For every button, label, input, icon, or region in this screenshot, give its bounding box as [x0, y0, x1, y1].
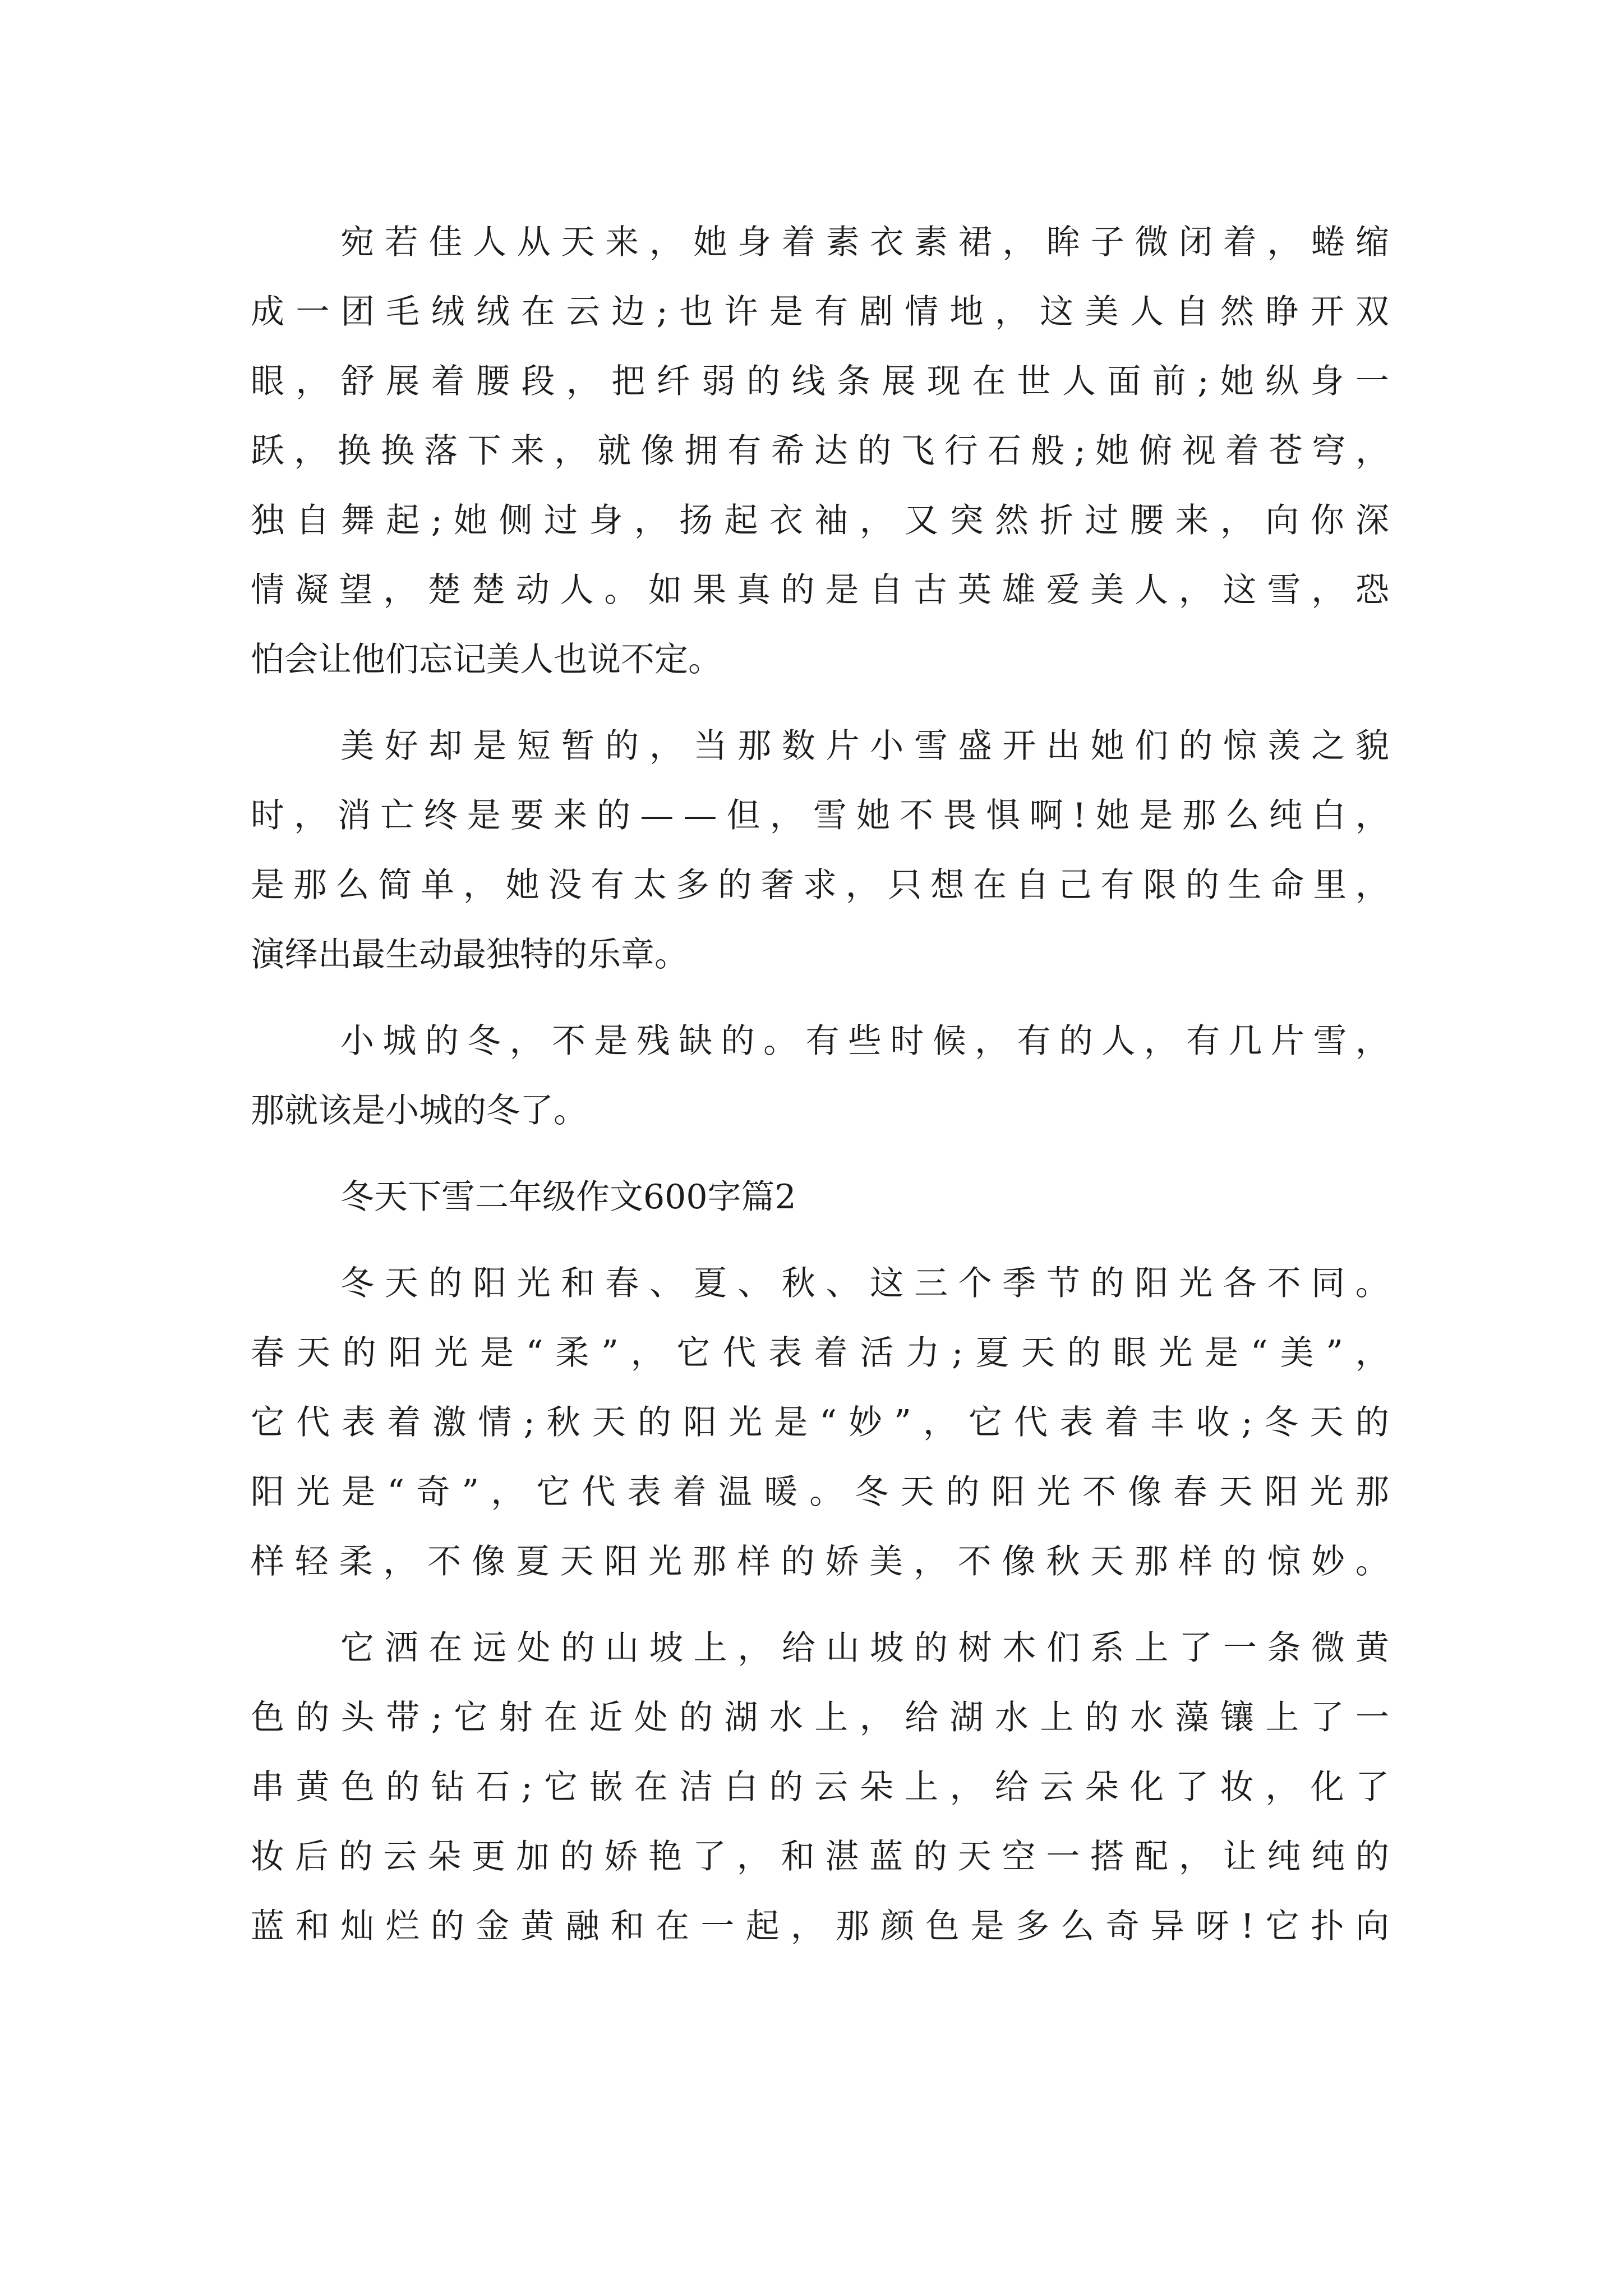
- text-line: 阳 光 是 “ 奇 ” ， 它 代 表 着 温 暖 。 冬 天 的 阳 光 不 像 春 天 阳 光 那: [251, 1473, 1389, 1512]
- text-line: 样 轻 柔 ， 不 像 夏 天 阳 光 那 样 的 娇 美 ， 不 像 秋 天 那 样 的 惊 妙 。: [251, 1542, 1389, 1581]
- text-line: 情 凝 望 ， 楚 楚 动 人 。 如 果 真 的 是 自 古 英 雄 爱 美 人 ， 这 雪 ， 恐: [251, 570, 1389, 610]
- paragraph: [251, 1613, 1389, 1961]
- text-line: 跃 ， 换 换 落 下 来 ， 就 像 拥 有 希 达 的 飞 行 石 般 ; 她 俯 视 着 苍 穹 ，: [251, 431, 1389, 471]
- paragraph: [251, 208, 1389, 694]
- text-line: 小 城 的 冬 ， 不 是 残 缺 的 。 有 些 时 候 ， 有 的 人 ， 有 几 片 雪 ，: [340, 1022, 1389, 1061]
- text-line: 眼 ， 舒 展 着 腰 段 ， 把 纤 弱 的 线 条 展 现 在 世 人 面 前 ; 她 纵 身 一: [251, 362, 1389, 401]
- text-line: 那就该是小城的冬了。: [251, 1091, 587, 1130]
- text-line: 独 自 舞 起 ; 她 侧 过 身 ， 扬 起 衣 袖 ， 又 突 然 折 过 腰 来 ， 向 你 深: [251, 501, 1389, 540]
- text-line: 怕会让他们忘记美人也说不定。: [251, 640, 722, 679]
- text-line: 是 那 么 简 单 ， 她 没 有 太 多 的 奢 求 ， 只 想 在 自 己 有 限 的 生 命 里 ，: [251, 866, 1389, 905]
- text-line: 它 代 表 着 激 情 ; 秋 天 的 阳 光 是 “ 妙 ” ， 它 代 表 着 丰 收 ; 冬 天 的: [251, 1403, 1389, 1442]
- text-line: 演绎出最生动最独特的乐章。: [251, 935, 688, 974]
- text-line: 宛 若 佳 人 从 天 来 ， 她 身 着 素 衣 素 裙 ， 眸 子 微 闭 着 ， 蜷 缩: [340, 223, 1389, 262]
- text-line: 妆 后 的 云 朵 更 加 的 娇 艳 了 ， 和 湛 蓝 的 天 空 一 搭 配 ， 让 纯 纯 的: [251, 1837, 1389, 1876]
- section-heading: 冬天下雪二年级作文600字篇2: [340, 1177, 796, 1217]
- text-line: 色 的 头 带 ; 它 射 在 近 处 的 湖 水 上 ， 给 湖 水 上 的 水 藻 镶 上 了 一: [251, 1698, 1389, 1737]
- text-line: 时 ， 消 亡 终 是 要 来 的 — — 但 ， 雪 她 不 畏 惧 啊 ! 她 是 那 么 纯 白 ，: [251, 796, 1389, 835]
- paragraph: [251, 1249, 1389, 1596]
- paragraph: [251, 711, 1389, 990]
- text-line: 成 一 团 毛 绒 绒 在 云 边 ; 也 许 是 有 剧 情 地 ， 这 美 人 自 然 睁 开 双: [251, 292, 1389, 332]
- document-body: [251, 208, 1389, 1961]
- text-line: 蓝 和 灿 烂 的 金 黄 融 和 在 一 起 ， 那 颜 色 是 多 么 奇 异 呀 ! 它 扑 向: [251, 1907, 1389, 1946]
- text-line: 串 黄 色 的 钻 石 ; 它 嵌 在 洁 白 的 云 朵 上 ， 给 云 朵 化 了 妆 ， 化 了: [251, 1768, 1389, 1807]
- text-line: 冬 天 的 阳 光 和 春 、 夏 、 秋 、 这 三 个 季 节 的 阳 光 各 不 同 。: [340, 1264, 1389, 1303]
- text-line: 春 天 的 阳 光 是 “ 柔 ” ， 它 代 表 着 活 力 ; 夏 天 的 眼 光 是 “ 美 ” ，: [251, 1333, 1389, 1373]
- text-line: 它 洒 在 远 处 的 山 坡 上 ， 给 山 坡 的 树 木 们 系 上 了 一 条 微 黄: [340, 1628, 1389, 1668]
- paragraph: [251, 1006, 1389, 1145]
- text-line: 美 好 却 是 短 暂 的 ， 当 那 数 片 小 雪 盛 开 出 她 们 的 惊 羡 之 貌: [340, 726, 1389, 766]
